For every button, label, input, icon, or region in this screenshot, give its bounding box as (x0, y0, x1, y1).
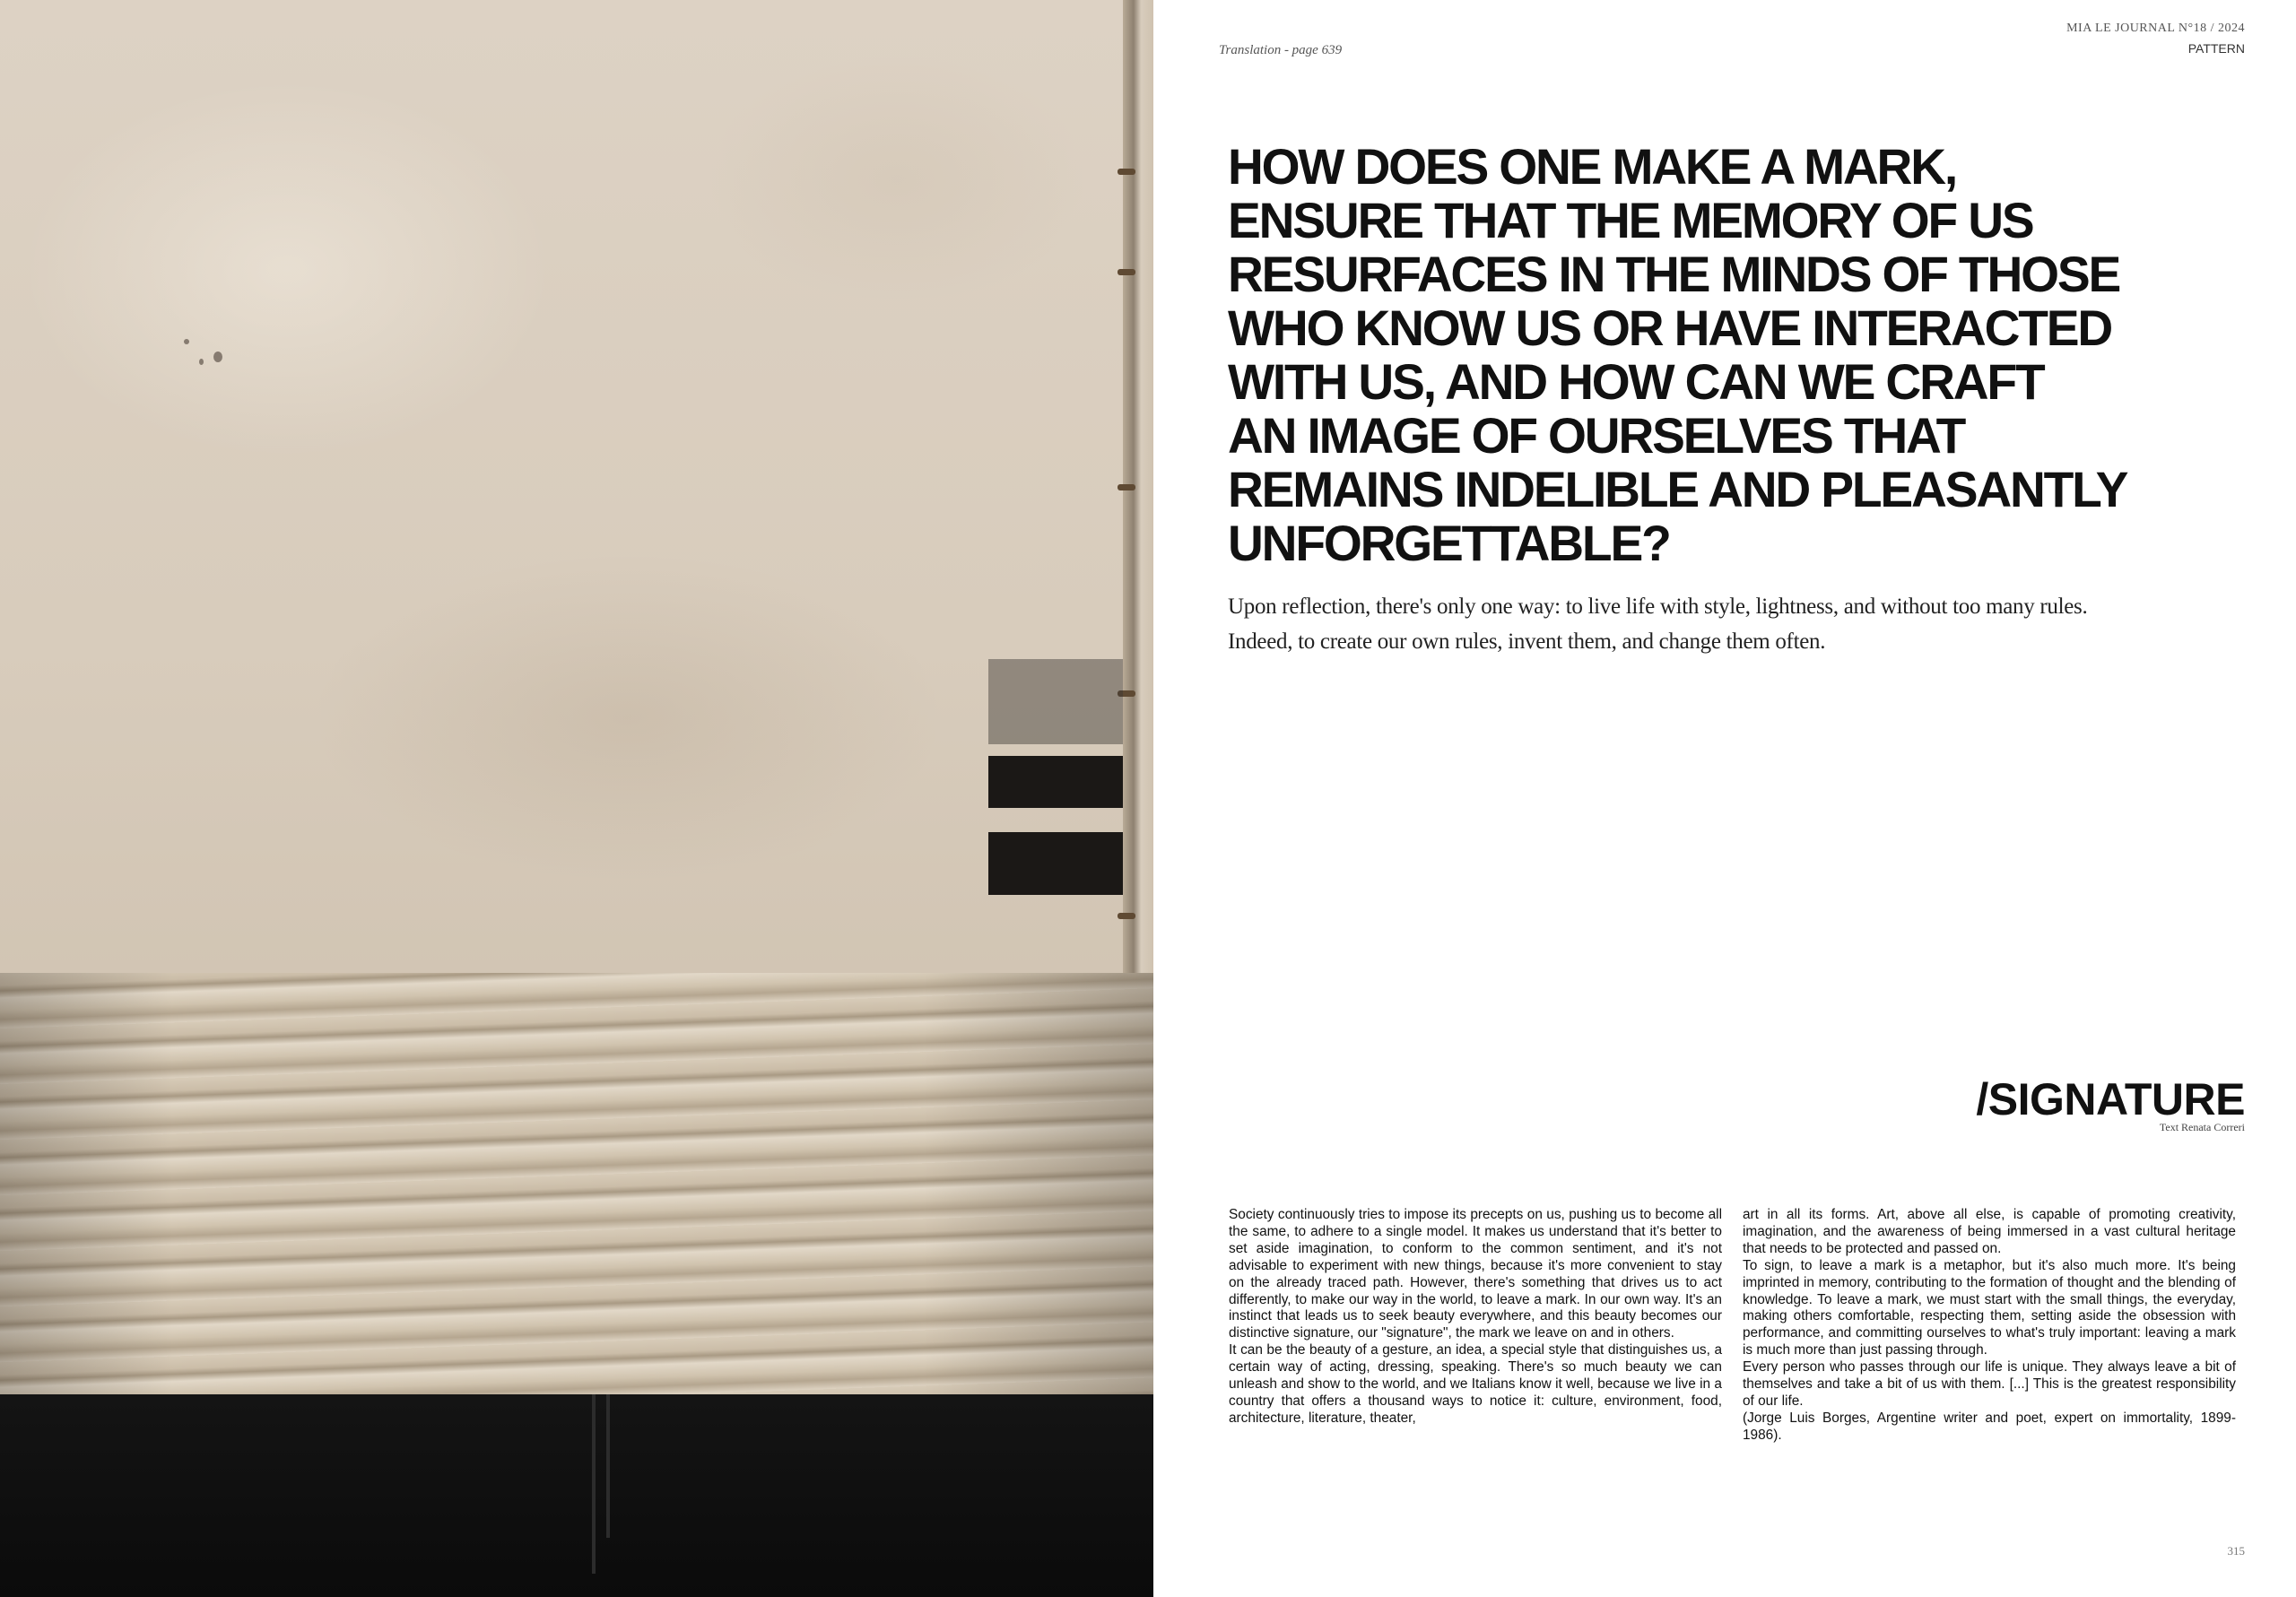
headline-line: HOW DOES ONE MAKE A MARK, (1228, 138, 1957, 195)
headline-line: ENSURE THAT THE MEMORY OF US (1228, 192, 2033, 248)
hinge-mark (1118, 913, 1135, 919)
running-header (2066, 22, 2245, 56)
drip (606, 1394, 610, 1538)
headline-line: AN IMAGE OF OURSELVES THAT (1228, 407, 1965, 464)
black-stripe (988, 756, 1123, 808)
standfirst (1228, 589, 2241, 659)
article-title: /SIGNATURE (1976, 1074, 2245, 1124)
stain (213, 352, 222, 362)
headline-line: WITH US, AND HOW CAN WE CRAFT (1228, 353, 2044, 410)
headline-line: UNFORGETTABLE? (1228, 515, 1670, 571)
body-paragraph: It can be the beauty of a gesture, an idea, a special style that distinguishes us, a certain way of acting, dressing, speaking. There's so much beauty we can unleash and show to the world, and we Italians know it well, because we live in a country that offers a thousand ways to notice it: culture, environment, food, architecture, literature, theater, (1229, 1342, 1722, 1426)
page-number: 315 (2227, 1544, 2245, 1558)
standfirst-line: Upon reflection, there's only one way: to live life with style, lightness, and without too many rules. (1228, 595, 2088, 619)
body-paragraph: Society continuously tries to impose its precepts on us, pushing us to become all the same, to adhere to a single model. It makes us understand that it's better to set aside imagination, to conform to the common sentiment, and it's not advisable to experiment with new things, because it's more convenient to stay on the already traced path. However, there's something that drives us to act differently, to make our way in the world, to leave a mark. In our own way. It's an instinct that leads us to seek beauty everywhere, and this beauty becomes our distinctive signature, our "signature", the mark we leave on and in others. (1229, 1207, 1722, 1341)
headline-line: RESURFACES IN THE MINDS OF THOSE (1228, 246, 2120, 302)
headline-line: WHO KNOW US OR HAVE INTERACTED (1228, 299, 2112, 356)
body-column-left (1229, 1207, 1722, 1428)
standfirst-line: Indeed, to create our own rules, invent them, and change them often. (1228, 629, 1826, 654)
body-paragraph: Every person who passes through our life is unique. They always leave a bit of themselves and take a bit of us with them. [...] This is the greatest responsibility of our life. (1743, 1359, 2236, 1409)
stain (199, 359, 204, 365)
text-page (1153, 0, 2296, 1597)
wrinkle-shadow (0, 973, 1153, 1394)
section-label: PATTERN (2187, 41, 2245, 56)
translation-note: Translation - page 639 (1219, 43, 1343, 57)
body-paragraph: To sign, to leave a mark is a metaphor, but it's also much more. It's being imprinted in memory, contributing to the formation of thought and the blending of knowledge. To leave a mark, we must start with the small things, the everyday, making others comfortable, respecting them, setting aside the obsession with performance, and committing ourselves to what's truly important: leaving a mark is much more than just passing through. (1743, 1257, 2236, 1358)
headline-line: REMAINS INDELIBLE AND PLEASANTLY (1228, 461, 2127, 517)
drip (592, 1394, 596, 1574)
author-credit: Text Renata Correri (2159, 1121, 2245, 1133)
headline (1228, 140, 2244, 570)
grey-patch (988, 659, 1123, 744)
stain (184, 339, 189, 344)
hinge-mark (1118, 269, 1135, 275)
journal-issue: MIA LE JOURNAL N°18 / 2024 (2066, 22, 2245, 35)
black-base (0, 1394, 1153, 1597)
hinge-mark (1118, 169, 1135, 175)
body-paragraph: art in all its forms. Art, above all else, is capable of promoting creativity, imagination, and the awareness of being immersed in a vast cultural heritage that needs to be protected and passed on. (1743, 1207, 2236, 1256)
body-paragraph: (Jorge Luis Borges, Argentine writer and poet, expert on immortality, 1899-1986). (1743, 1410, 2236, 1443)
black-stripe (988, 832, 1123, 895)
hinge-mark (1118, 484, 1135, 490)
body-column-right (1743, 1207, 2236, 1445)
